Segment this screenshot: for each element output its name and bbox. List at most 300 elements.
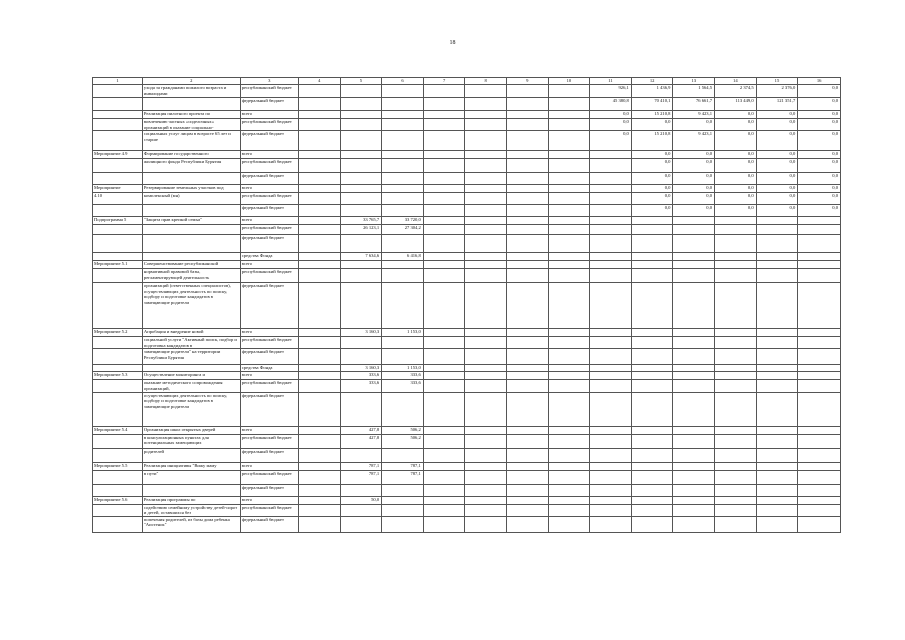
amount-cell bbox=[673, 516, 715, 532]
amount-cell bbox=[673, 269, 715, 283]
amount-cell bbox=[756, 496, 798, 504]
amount-cell bbox=[340, 235, 382, 253]
amount-cell: 0,0 bbox=[673, 159, 715, 173]
amount-cell: 0,0 bbox=[715, 159, 757, 173]
item-code-cell bbox=[93, 448, 143, 462]
amount-cell bbox=[423, 173, 465, 185]
amount-cell bbox=[465, 159, 507, 173]
amount-cell bbox=[548, 516, 590, 532]
amount-cell bbox=[423, 392, 465, 426]
amount-cell bbox=[507, 380, 549, 392]
amount-cell bbox=[590, 426, 632, 434]
amount-cell bbox=[298, 119, 340, 131]
amount-cell bbox=[673, 426, 715, 434]
table-row bbox=[93, 98, 841, 111]
amount-cell bbox=[465, 173, 507, 185]
amount-cell bbox=[465, 337, 507, 349]
amount-cell bbox=[548, 426, 590, 434]
amount-cell bbox=[548, 372, 590, 380]
amount-cell bbox=[715, 253, 757, 261]
amount-cell bbox=[548, 119, 590, 131]
item-code-cell bbox=[93, 235, 143, 253]
amount-cell bbox=[298, 496, 340, 504]
table-row bbox=[93, 365, 841, 372]
amount-cell: 1 153,0 bbox=[382, 365, 424, 372]
amount-cell bbox=[298, 193, 340, 205]
amount-cell bbox=[465, 98, 507, 111]
amount-cell bbox=[340, 85, 382, 98]
table-row bbox=[93, 496, 841, 504]
table-row bbox=[93, 504, 841, 516]
amount-cell bbox=[423, 253, 465, 261]
amount-cell bbox=[423, 380, 465, 392]
amount-cell bbox=[340, 205, 382, 217]
item-name-cell: социальной услуги "Активный поиск, подбор и подготовка кандидатов в bbox=[142, 337, 240, 349]
amount-cell bbox=[423, 261, 465, 269]
amount-cell bbox=[631, 380, 673, 392]
amount-cell bbox=[590, 151, 632, 159]
amount-cell bbox=[548, 283, 590, 329]
amount-cell bbox=[340, 283, 382, 329]
item-code-cell: Подпрограмма 5 bbox=[93, 217, 143, 225]
amount-cell bbox=[756, 470, 798, 484]
amount-cell bbox=[798, 484, 841, 496]
amount-cell bbox=[798, 380, 841, 392]
table-row bbox=[93, 151, 841, 159]
amount-cell: 0,0 bbox=[798, 119, 841, 131]
amount-cell bbox=[507, 337, 549, 349]
amount-cell bbox=[382, 337, 424, 349]
column-number: 16 bbox=[798, 78, 841, 85]
table-row bbox=[93, 193, 841, 205]
amount-cell bbox=[423, 119, 465, 131]
amount-cell bbox=[382, 85, 424, 98]
amount-cell bbox=[798, 269, 841, 283]
amount-cell: 0,0 bbox=[631, 151, 673, 159]
amount-cell: 0,0 bbox=[756, 151, 798, 159]
amount-cell bbox=[756, 283, 798, 329]
amount-cell bbox=[423, 372, 465, 380]
amount-cell bbox=[298, 159, 340, 173]
amount-cell bbox=[590, 235, 632, 253]
amount-cell bbox=[631, 253, 673, 261]
funding-source-cell: федеральный бюджет bbox=[240, 205, 298, 217]
amount-cell bbox=[382, 269, 424, 283]
amount-cell: 7 634,6 bbox=[340, 253, 382, 261]
amount-cell bbox=[631, 225, 673, 235]
amount-cell bbox=[590, 283, 632, 329]
amount-cell bbox=[715, 392, 757, 426]
amount-cell bbox=[673, 261, 715, 269]
amount-cell bbox=[673, 470, 715, 484]
amount-cell bbox=[507, 119, 549, 131]
amount-cell bbox=[798, 516, 841, 532]
amount-cell: 3 160,3 bbox=[340, 365, 382, 372]
amount-cell: 0,0 bbox=[715, 131, 757, 151]
amount-cell: 333,6 bbox=[340, 372, 382, 380]
amount-cell bbox=[340, 119, 382, 131]
amount-cell bbox=[507, 253, 549, 261]
amount-cell bbox=[423, 462, 465, 470]
amount-cell bbox=[465, 516, 507, 532]
amount-cell bbox=[756, 448, 798, 462]
amount-cell bbox=[507, 426, 549, 434]
amount-cell bbox=[465, 365, 507, 372]
amount-cell: 0,0 bbox=[756, 193, 798, 205]
amount-cell bbox=[507, 496, 549, 504]
amount-cell bbox=[423, 516, 465, 532]
amount-cell bbox=[465, 217, 507, 225]
item-code-cell bbox=[93, 225, 143, 235]
amount-cell bbox=[631, 434, 673, 448]
amount-cell bbox=[507, 185, 549, 193]
column-number: 4 bbox=[298, 78, 340, 85]
amount-cell: 0,0 bbox=[590, 119, 632, 131]
amount-cell bbox=[548, 253, 590, 261]
amount-cell bbox=[507, 283, 549, 329]
amount-cell: 0,0 bbox=[798, 205, 841, 217]
amount-cell bbox=[590, 372, 632, 380]
amount-cell bbox=[465, 462, 507, 470]
funding-source-cell: федеральный бюджет bbox=[240, 283, 298, 329]
funding-source-cell: республиканский бюджет bbox=[240, 434, 298, 448]
amount-cell bbox=[715, 496, 757, 504]
amount-cell bbox=[507, 225, 549, 235]
item-code-cell bbox=[93, 283, 143, 329]
amount-cell bbox=[756, 380, 798, 392]
amount-cell bbox=[465, 448, 507, 462]
item-name-cell: родителей bbox=[142, 448, 240, 462]
amount-cell: 0,0 bbox=[631, 173, 673, 185]
item-name-cell bbox=[142, 205, 240, 217]
item-code-cell: Мероприятие bbox=[93, 185, 143, 193]
amount-cell bbox=[548, 496, 590, 504]
item-code-cell bbox=[93, 131, 143, 151]
item-code-cell: Мероприятие 5.5 bbox=[93, 462, 143, 470]
column-number: 15 bbox=[756, 78, 798, 85]
amount-cell bbox=[548, 329, 590, 337]
amount-cell bbox=[673, 365, 715, 372]
amount-cell bbox=[798, 365, 841, 372]
item-name-cell: Реализация инициативы "Вижу маму bbox=[142, 462, 240, 470]
item-code-cell: Мероприятие 4.9 bbox=[93, 151, 143, 159]
amount-cell bbox=[631, 349, 673, 365]
amount-cell: 333,6 bbox=[340, 380, 382, 392]
amount-cell bbox=[382, 484, 424, 496]
amount-cell bbox=[507, 434, 549, 448]
amount-cell bbox=[298, 173, 340, 185]
amount-cell bbox=[298, 185, 340, 193]
amount-cell bbox=[298, 329, 340, 337]
amount-cell bbox=[423, 159, 465, 173]
amount-cell bbox=[590, 217, 632, 225]
amount-cell bbox=[715, 269, 757, 283]
amount-cell bbox=[382, 504, 424, 516]
amount-cell: 506,2 bbox=[382, 426, 424, 434]
amount-cell bbox=[590, 329, 632, 337]
amount-cell bbox=[548, 380, 590, 392]
amount-cell bbox=[340, 151, 382, 159]
column-number: 12 bbox=[631, 78, 673, 85]
amount-cell bbox=[715, 365, 757, 372]
amount-cell bbox=[507, 392, 549, 426]
amount-cell bbox=[798, 349, 841, 365]
table-row bbox=[93, 462, 841, 470]
amount-cell bbox=[715, 434, 757, 448]
amount-cell: 26 123,1 bbox=[340, 225, 382, 235]
funding-source-cell: федеральный бюджет bbox=[240, 484, 298, 496]
amount-cell bbox=[298, 504, 340, 516]
amount-cell bbox=[673, 225, 715, 235]
funding-source-cell: средства Фонда bbox=[240, 253, 298, 261]
funding-source-cell: республиканский бюджет bbox=[240, 269, 298, 283]
amount-cell bbox=[382, 98, 424, 111]
amount-cell bbox=[298, 470, 340, 484]
amount-cell: 2 374,5 bbox=[715, 85, 757, 98]
funding-source-cell: всего bbox=[240, 426, 298, 434]
amount-cell bbox=[590, 349, 632, 365]
amount-cell bbox=[548, 392, 590, 426]
amount-cell: 3 160,3 bbox=[340, 329, 382, 337]
amount-cell: 0,0 bbox=[798, 193, 841, 205]
amount-cell bbox=[590, 484, 632, 496]
amount-cell bbox=[465, 426, 507, 434]
amount-cell bbox=[507, 85, 549, 98]
amount-cell bbox=[465, 283, 507, 329]
amount-cell bbox=[631, 269, 673, 283]
amount-cell: 0,0 bbox=[756, 159, 798, 173]
amount-cell: 2 376,0 bbox=[756, 85, 798, 98]
amount-cell: 50,0 bbox=[340, 496, 382, 504]
amount-cell bbox=[423, 329, 465, 337]
amount-cell bbox=[382, 392, 424, 426]
amount-cell bbox=[507, 504, 549, 516]
item-code-cell bbox=[93, 470, 143, 484]
amount-cell bbox=[340, 131, 382, 151]
amount-cell: 0,0 bbox=[715, 193, 757, 205]
item-code-cell bbox=[93, 98, 143, 111]
amount-cell bbox=[298, 111, 340, 119]
amount-cell bbox=[340, 98, 382, 111]
table-row bbox=[93, 283, 841, 329]
amount-cell bbox=[715, 484, 757, 496]
amount-cell bbox=[715, 217, 757, 225]
item-code-cell: Мероприятие 5.4 bbox=[93, 426, 143, 434]
amount-cell bbox=[423, 235, 465, 253]
amount-cell bbox=[340, 349, 382, 365]
amount-cell bbox=[673, 329, 715, 337]
amount-cell bbox=[673, 337, 715, 349]
funding-source-cell: республиканский бюджет bbox=[240, 504, 298, 516]
amount-cell: 0,0 bbox=[590, 111, 632, 119]
amount-cell: 0,0 bbox=[756, 119, 798, 131]
funding-source-cell: всего bbox=[240, 261, 298, 269]
amount-cell bbox=[507, 261, 549, 269]
amount-cell bbox=[340, 111, 382, 119]
column-number: 6 bbox=[382, 78, 424, 85]
amount-cell bbox=[507, 329, 549, 337]
table-row bbox=[93, 85, 841, 98]
amount-cell bbox=[423, 470, 465, 484]
amount-cell bbox=[548, 365, 590, 372]
amount-cell bbox=[465, 185, 507, 193]
amount-cell: 15 210,8 bbox=[631, 131, 673, 151]
item-code-cell bbox=[93, 484, 143, 496]
amount-cell bbox=[298, 261, 340, 269]
table-row bbox=[93, 173, 841, 185]
amount-cell: 0,0 bbox=[673, 173, 715, 185]
funding-source-cell: республиканский бюджет bbox=[240, 193, 298, 205]
amount-cell bbox=[340, 261, 382, 269]
amount-cell bbox=[423, 85, 465, 98]
amount-cell bbox=[590, 225, 632, 235]
amount-cell: 0,0 bbox=[631, 185, 673, 193]
item-code-cell bbox=[93, 349, 143, 365]
amount-cell bbox=[298, 269, 340, 283]
amount-cell bbox=[507, 516, 549, 532]
amount-cell bbox=[673, 253, 715, 261]
amount-cell bbox=[340, 337, 382, 349]
amount-cell bbox=[423, 448, 465, 462]
amount-cell bbox=[631, 329, 673, 337]
amount-cell bbox=[798, 448, 841, 462]
table-row bbox=[93, 253, 841, 261]
amount-cell bbox=[507, 269, 549, 283]
amount-cell bbox=[631, 504, 673, 516]
amount-cell: 0,0 bbox=[756, 111, 798, 119]
amount-cell bbox=[298, 217, 340, 225]
amount-cell: 0,0 bbox=[798, 151, 841, 159]
amount-cell bbox=[756, 392, 798, 426]
amount-cell bbox=[423, 484, 465, 496]
amount-cell bbox=[715, 372, 757, 380]
funding-source-cell: республиканский бюджет bbox=[240, 337, 298, 349]
item-name-cell: Совершенствование республиканской bbox=[142, 261, 240, 269]
amount-cell bbox=[423, 151, 465, 159]
item-code-cell bbox=[93, 516, 143, 532]
amount-cell bbox=[465, 235, 507, 253]
amount-cell bbox=[382, 159, 424, 173]
item-code-cell bbox=[93, 205, 143, 217]
item-name-cell: Формирование государственного bbox=[142, 151, 240, 159]
amount-cell bbox=[715, 261, 757, 269]
amount-cell: 33 765,7 bbox=[340, 217, 382, 225]
amount-cell bbox=[423, 185, 465, 193]
amount-cell bbox=[340, 193, 382, 205]
amount-cell bbox=[548, 269, 590, 283]
amount-cell bbox=[673, 349, 715, 365]
amount-cell bbox=[798, 235, 841, 253]
amount-cell bbox=[423, 337, 465, 349]
amount-cell bbox=[715, 470, 757, 484]
amount-cell bbox=[507, 462, 549, 470]
amount-cell bbox=[298, 462, 340, 470]
amount-cell bbox=[631, 283, 673, 329]
amount-cell bbox=[298, 98, 340, 111]
amount-cell bbox=[590, 434, 632, 448]
amount-cell: 15 210,8 bbox=[631, 111, 673, 119]
amount-cell bbox=[507, 173, 549, 185]
amount-cell bbox=[465, 225, 507, 235]
item-name-cell: Осуществление мониторинга и bbox=[142, 372, 240, 380]
amount-cell bbox=[465, 372, 507, 380]
funding-source-cell: всего bbox=[240, 111, 298, 119]
amount-cell bbox=[423, 269, 465, 283]
amount-cell bbox=[673, 504, 715, 516]
amount-cell bbox=[548, 448, 590, 462]
amount-cell bbox=[590, 159, 632, 173]
amount-cell bbox=[507, 131, 549, 151]
amount-cell bbox=[382, 448, 424, 462]
amount-cell bbox=[423, 365, 465, 372]
amount-cell bbox=[590, 253, 632, 261]
item-name-cell: вовлечению частных «сиделочных» организаций в оказание социально- bbox=[142, 119, 240, 131]
item-name-cell bbox=[142, 365, 240, 372]
table-row bbox=[93, 372, 841, 380]
funding-source-cell: федеральный бюджет bbox=[240, 516, 298, 532]
amount-cell bbox=[382, 235, 424, 253]
table-row bbox=[93, 225, 841, 235]
table-row bbox=[93, 111, 841, 119]
item-code-cell: Мероприятие 5.2 bbox=[93, 329, 143, 337]
amount-cell bbox=[798, 217, 841, 225]
amount-cell bbox=[673, 372, 715, 380]
amount-cell bbox=[465, 380, 507, 392]
amount-cell: 0,0 bbox=[798, 131, 841, 151]
amount-cell bbox=[340, 173, 382, 185]
amount-cell bbox=[507, 111, 549, 119]
amount-cell bbox=[423, 111, 465, 119]
item-code-cell bbox=[93, 173, 143, 185]
item-name-cell bbox=[142, 235, 240, 253]
amount-cell bbox=[298, 283, 340, 329]
amount-cell bbox=[756, 516, 798, 532]
amount-cell bbox=[631, 484, 673, 496]
amount-cell bbox=[548, 131, 590, 151]
funding-source-cell: республиканский бюджет bbox=[240, 380, 298, 392]
amount-cell bbox=[465, 193, 507, 205]
amount-cell bbox=[465, 329, 507, 337]
amount-cell bbox=[298, 365, 340, 372]
amount-cell bbox=[631, 462, 673, 470]
amount-cell bbox=[798, 470, 841, 484]
column-number: 10 bbox=[548, 78, 590, 85]
table-row bbox=[93, 337, 841, 349]
amount-cell bbox=[590, 448, 632, 462]
amount-cell bbox=[507, 98, 549, 111]
table-row bbox=[93, 380, 841, 392]
amount-cell bbox=[715, 283, 757, 329]
amount-cell bbox=[507, 372, 549, 380]
amount-cell bbox=[548, 159, 590, 173]
amount-cell bbox=[382, 119, 424, 131]
amount-cell bbox=[756, 434, 798, 448]
amount-cell bbox=[298, 151, 340, 159]
amount-cell bbox=[340, 159, 382, 173]
amount-cell bbox=[382, 193, 424, 205]
item-code-cell bbox=[93, 504, 143, 516]
amount-cell bbox=[548, 85, 590, 98]
table-row bbox=[93, 131, 841, 151]
amount-cell: 6 416,8 bbox=[382, 253, 424, 261]
amount-cell bbox=[423, 349, 465, 365]
amount-cell bbox=[631, 426, 673, 434]
funding-source-cell: федеральный бюджет bbox=[240, 448, 298, 462]
amount-cell: 1 564,5 bbox=[673, 85, 715, 98]
amount-cell bbox=[798, 426, 841, 434]
amount-cell bbox=[673, 448, 715, 462]
amount-cell bbox=[423, 426, 465, 434]
